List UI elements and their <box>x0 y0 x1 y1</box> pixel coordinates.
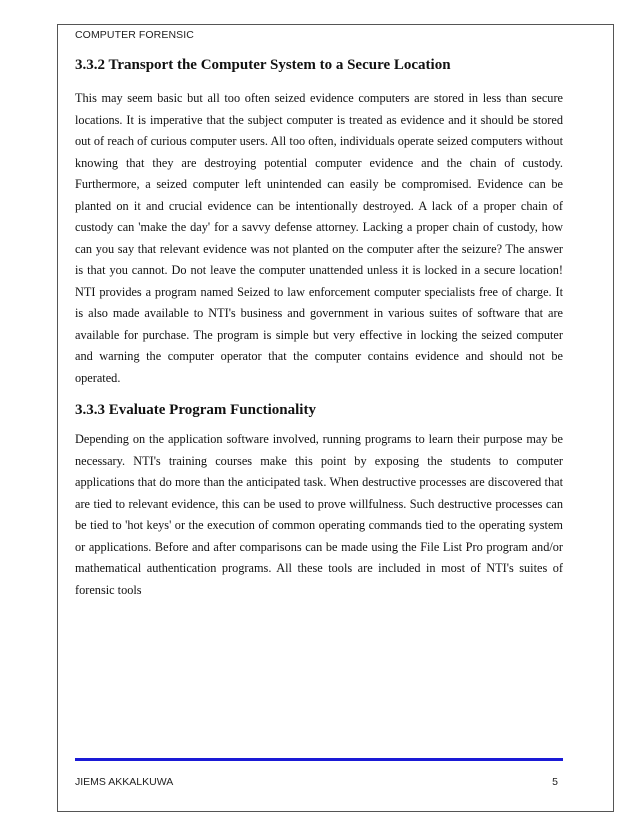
section-heading-evaluate: 3.3.3 Evaluate Program Functionality <box>75 402 316 418</box>
footer-divider <box>75 758 563 761</box>
section-heading-transport: 3.3.2 Transport the Computer System to a Secure Location <box>75 57 451 73</box>
running-header: COMPUTER FORENSIC <box>75 29 194 41</box>
document-body <box>75 52 563 601</box>
section-paragraph-transport: This may seem basic but all too often seized evidence computers are stored in less than secure locations. It is imperative that the subject computer is treated as evidence and it should be stored out of reach of curious computer users. All too often, individuals operate seized computers without knowing that they are destroying potential computer evidence and the chain of custody. Furthermore, a seized computer left unintended can easily be compromised. Evidence can be planted on it and crucial evidence can be intentionally destroyed. A lack of a proper chain of custody can 'make the day' for a savvy defense attorney. Lacking a proper chain of custody, how can you say that relevant evidence was not planted on the computer after the seizure? The answer is that you cannot. Do not leave the computer unattended unless it is locked in a secure location! NTI provides a program named Seized to law enforcement computer specialists free of charge. It is also made available to NTI's business and government in various suites of software that are available for purchase. The program is simple but very effective in locking the seized computer and warning the computer operator that the computer contains evidence and should not be operated. <box>75 91 563 385</box>
page-number: 5 <box>552 776 558 788</box>
footer-institution: JIEMS AKKALKUWA <box>75 776 174 788</box>
section-paragraph-evaluate: Depending on the application software involved, running programs to learn their purpose may be necessary. NTI's training courses make this point by exposing the students to computer applications that do more than the anticipated task. When destructive processes are discovered that are tied to relevant evidence, this can be used to prove willfulness. Such destructive processes can be tied to 'hot keys' or the execution of common operating commands tied to the operating system or applications. Before and after comparisons can be made using the File List Pro program and/or mathematical authentication programs. All these tools are included in most of NTI's suites of forensic tools <box>75 432 563 597</box>
